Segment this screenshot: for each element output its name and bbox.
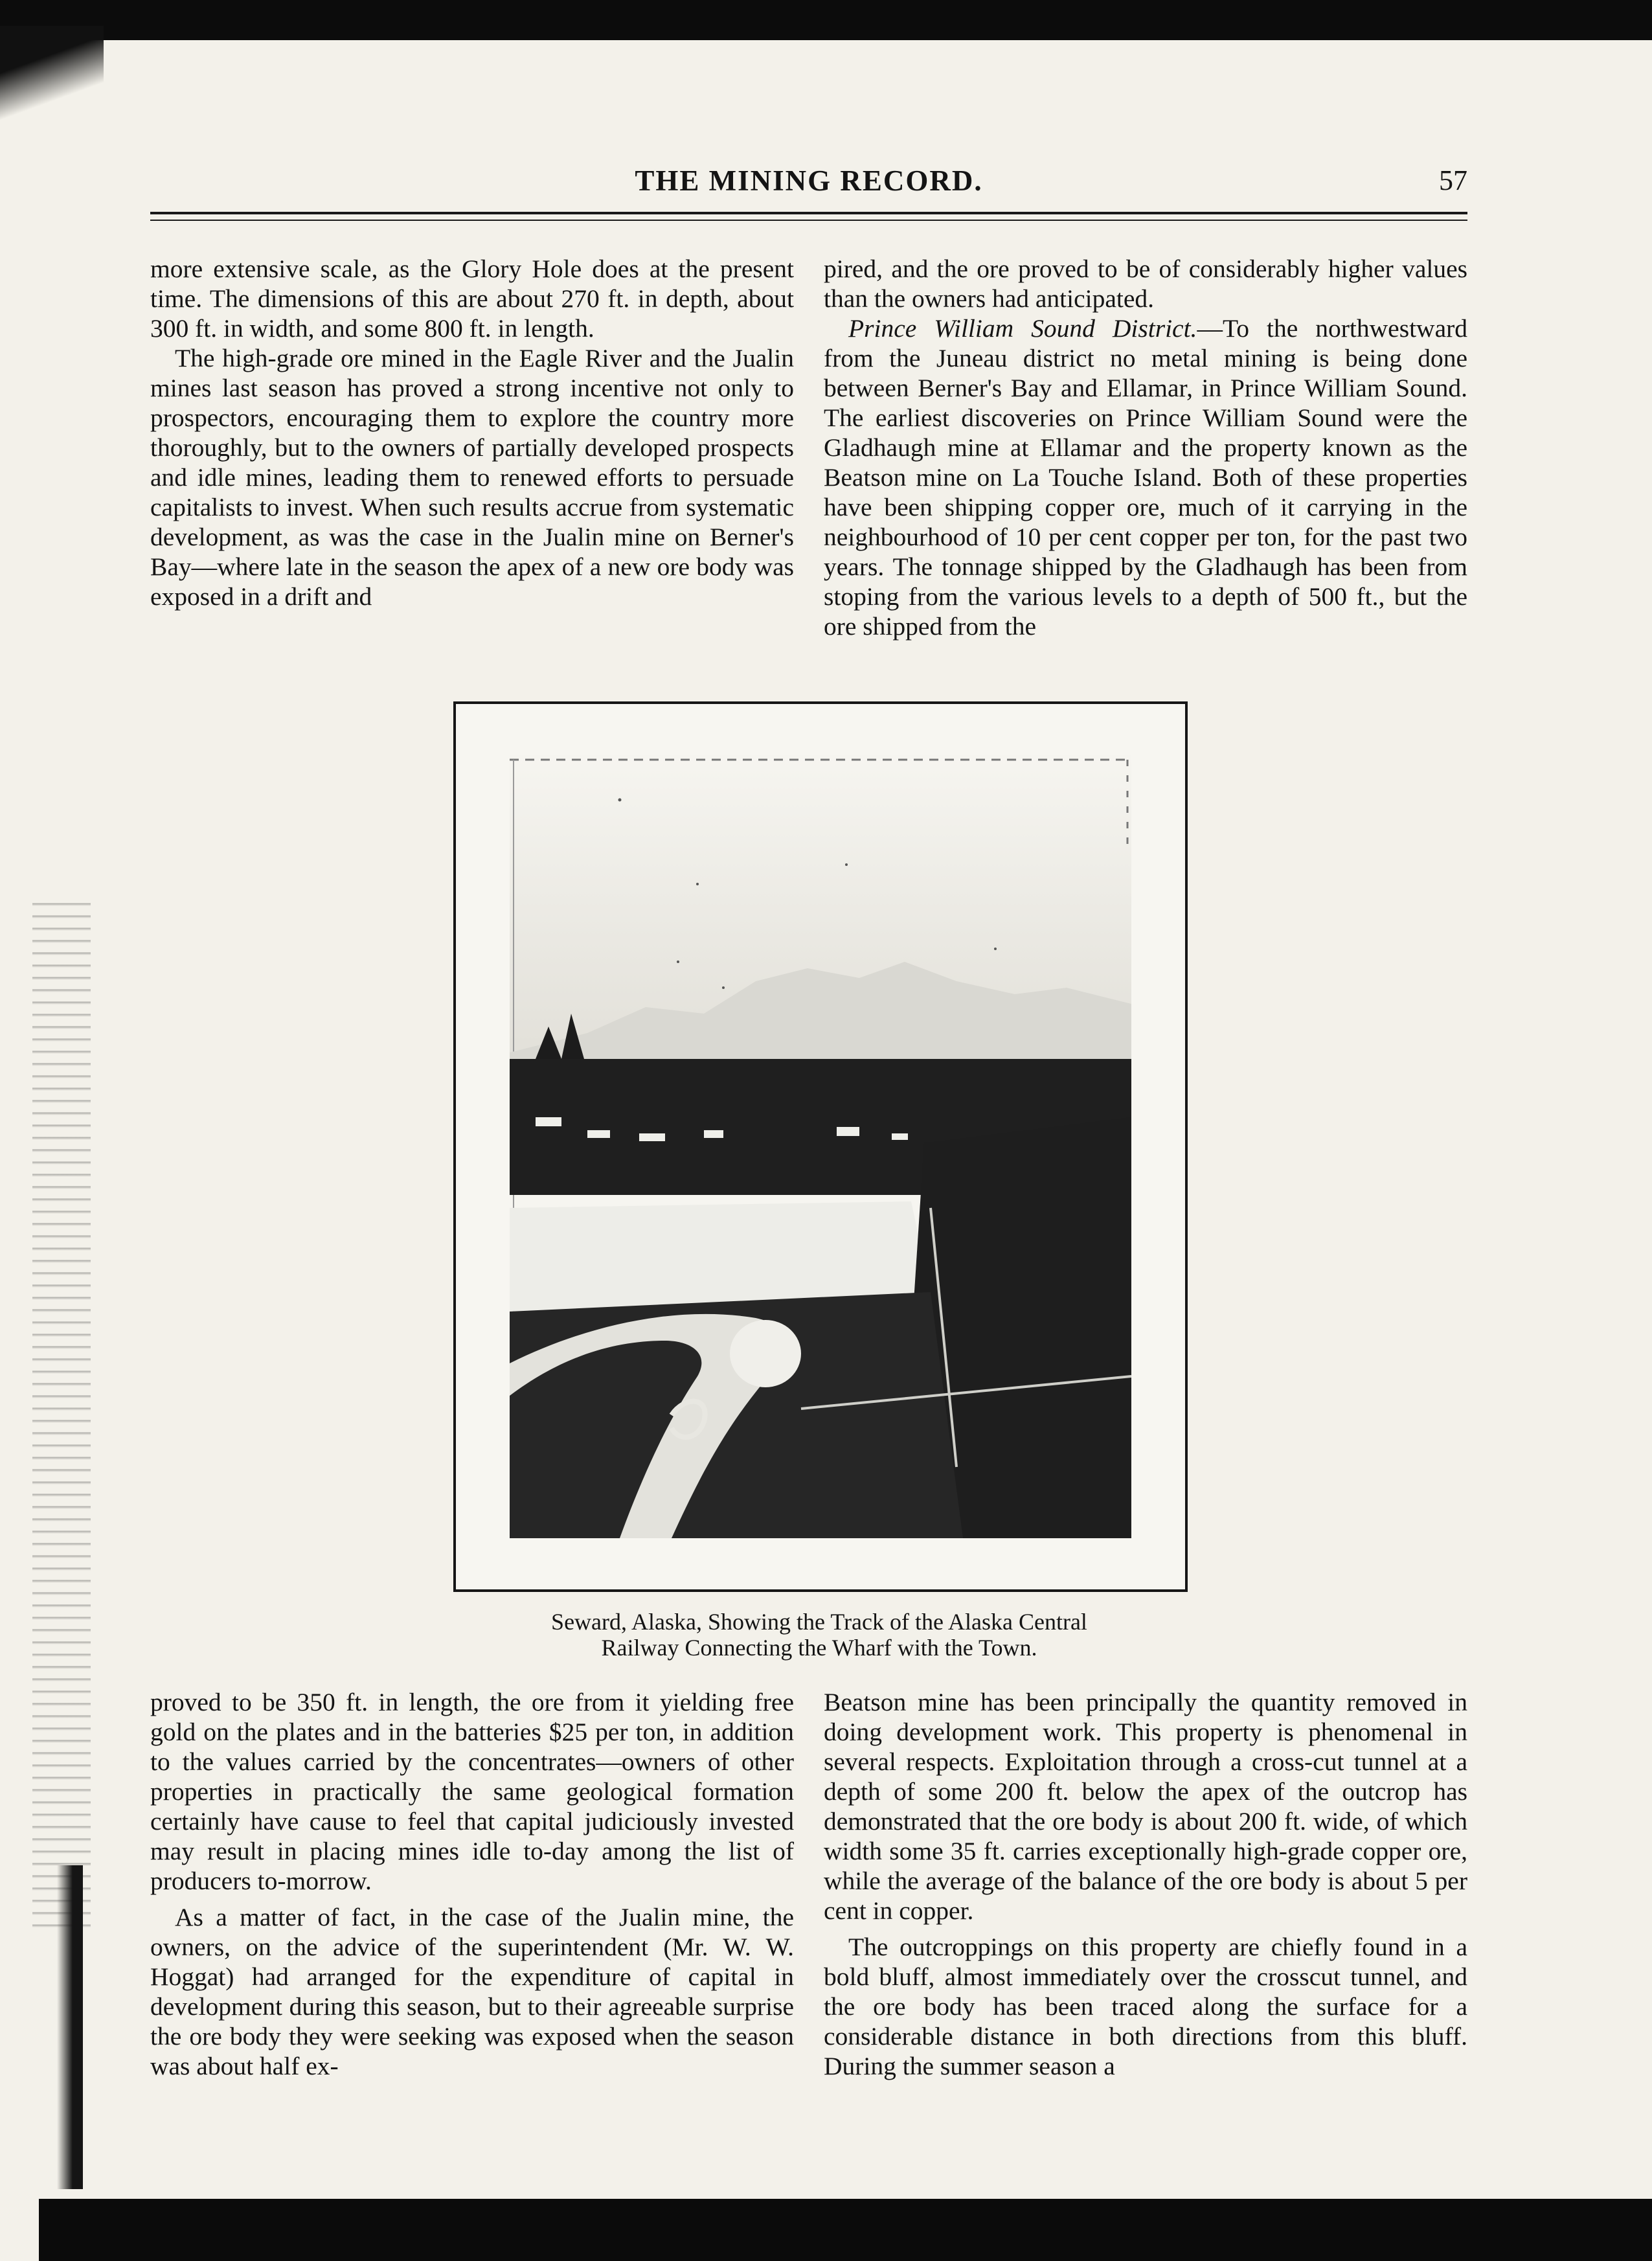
section-heading: Prince William Sound District.: [848, 314, 1197, 343]
paragraph: more extensive scale, as the Glory Hole does at the present time. The dimensions of this are about 270 ft. in depth, about 300 ft. in width, and some 800 ft. in length.: [150, 255, 794, 343]
scan-bottom-border: [39, 2199, 1652, 2261]
column-top-left: [150, 254, 794, 611]
figure-caption: [395, 1609, 1243, 1661]
caption-line: Railway Connecting the Wharf with the Town.: [601, 1635, 1037, 1661]
scan-edge-noise: [32, 894, 91, 1930]
header-rule-thick: [150, 212, 1467, 214]
column-bottom-right: [824, 1687, 1467, 2081]
column-top-right: [824, 254, 1467, 641]
figure-frame: [453, 701, 1188, 1592]
scan-edge-shadow: [57, 1865, 83, 2189]
seward-photograph: [510, 755, 1131, 1538]
scan-corner-shadow: [0, 26, 104, 123]
page-header: [150, 164, 1467, 209]
paragraph: pired, and the ore proved to be of considerably higher values than the owners had anticipated.: [824, 255, 1467, 313]
paragraph: The outcroppings on this property are chiefly found in a bold bluff, almost immediately over the crosscut tunnel, and the ore body has been traced along the surface for a considerable distance in both directions from this bluff. During the summer season a: [824, 1933, 1467, 2080]
column-bottom-left: [150, 1687, 794, 2081]
paragraph: [824, 313, 1467, 641]
paragraph: proved to be 350 ft. in length, the ore from it yielding free gold on the plates and in the batteries $25 per ton, in addition to the values carried by the concentrates—owners of other properties in practically the same geological formation certainly have cause to feel that capital judiciously invested may result in placing mines idle to-day among the list of producers to-morrow.: [150, 1688, 794, 1895]
page-number: 57: [1439, 165, 1467, 196]
bollard: [730, 1320, 801, 1387]
running-title: THE MINING RECORD.: [635, 165, 983, 197]
paragraph: The high-grade ore mined in the Eagle River and the Jualin mines last season has proved a strong incentive not only to prospectors, encouraging them to explore the country more thoroughly, but to the owners of partially developed prospects and idle mines, leading them to renewed efforts to persuade capitalists to invest. When such results accrue from systematic development, as was the case in the Jualin mine on Berner's Bay—where late in the season the apex of a new ore body was exposed in a drift and: [150, 344, 794, 611]
paragraph-text: —To the northwestward from the Juneau district no metal mining is being done between Berner's Bay and Ellamar, in Prince William Sound. The earliest discoveries on Prince William Sound were the Gladhaugh mine at Ellamar and the property known as the Beatson mine on La Touche Island. Both of these properties have been shipping copper ore, much of it carrying in the neighbourhood of 10 per cent copper per ton, for the past two years. The tonnage shipped by the Gladhaugh has been from stoping from the various levels to a depth of 500 ft., but the ore shipped from the: [824, 314, 1468, 641]
paragraph: As a matter of fact, in the case of the Jualin mine, the owners, on the advice of the superintendent (Mr. W. W. Hoggat) had arranged for the expenditure of capital in development during this season, but to their agreeable surprise the ore body they were seeking was exposed when the season was about half ex-: [150, 1903, 794, 2080]
paragraph: Beatson mine has been principally the quantity removed in doing development work. This property is phenomenal in several respects. Exploitation through a cross-cut tunnel at a depth of some 200 ft. below the apex of the outcrop has demonstrated that the ore body is about 200 ft. wide, of which width some 35 ft. carries exceptionally high-grade copper ore, while the average of the balance of the ore body is about 5 per cent in copper.: [824, 1688, 1467, 1925]
caption-line: Seward, Alaska, Showing the Track of the Alaska Central: [551, 1609, 1087, 1635]
header-rule-thin: [150, 220, 1467, 221]
scan-top-border: [0, 0, 1652, 40]
